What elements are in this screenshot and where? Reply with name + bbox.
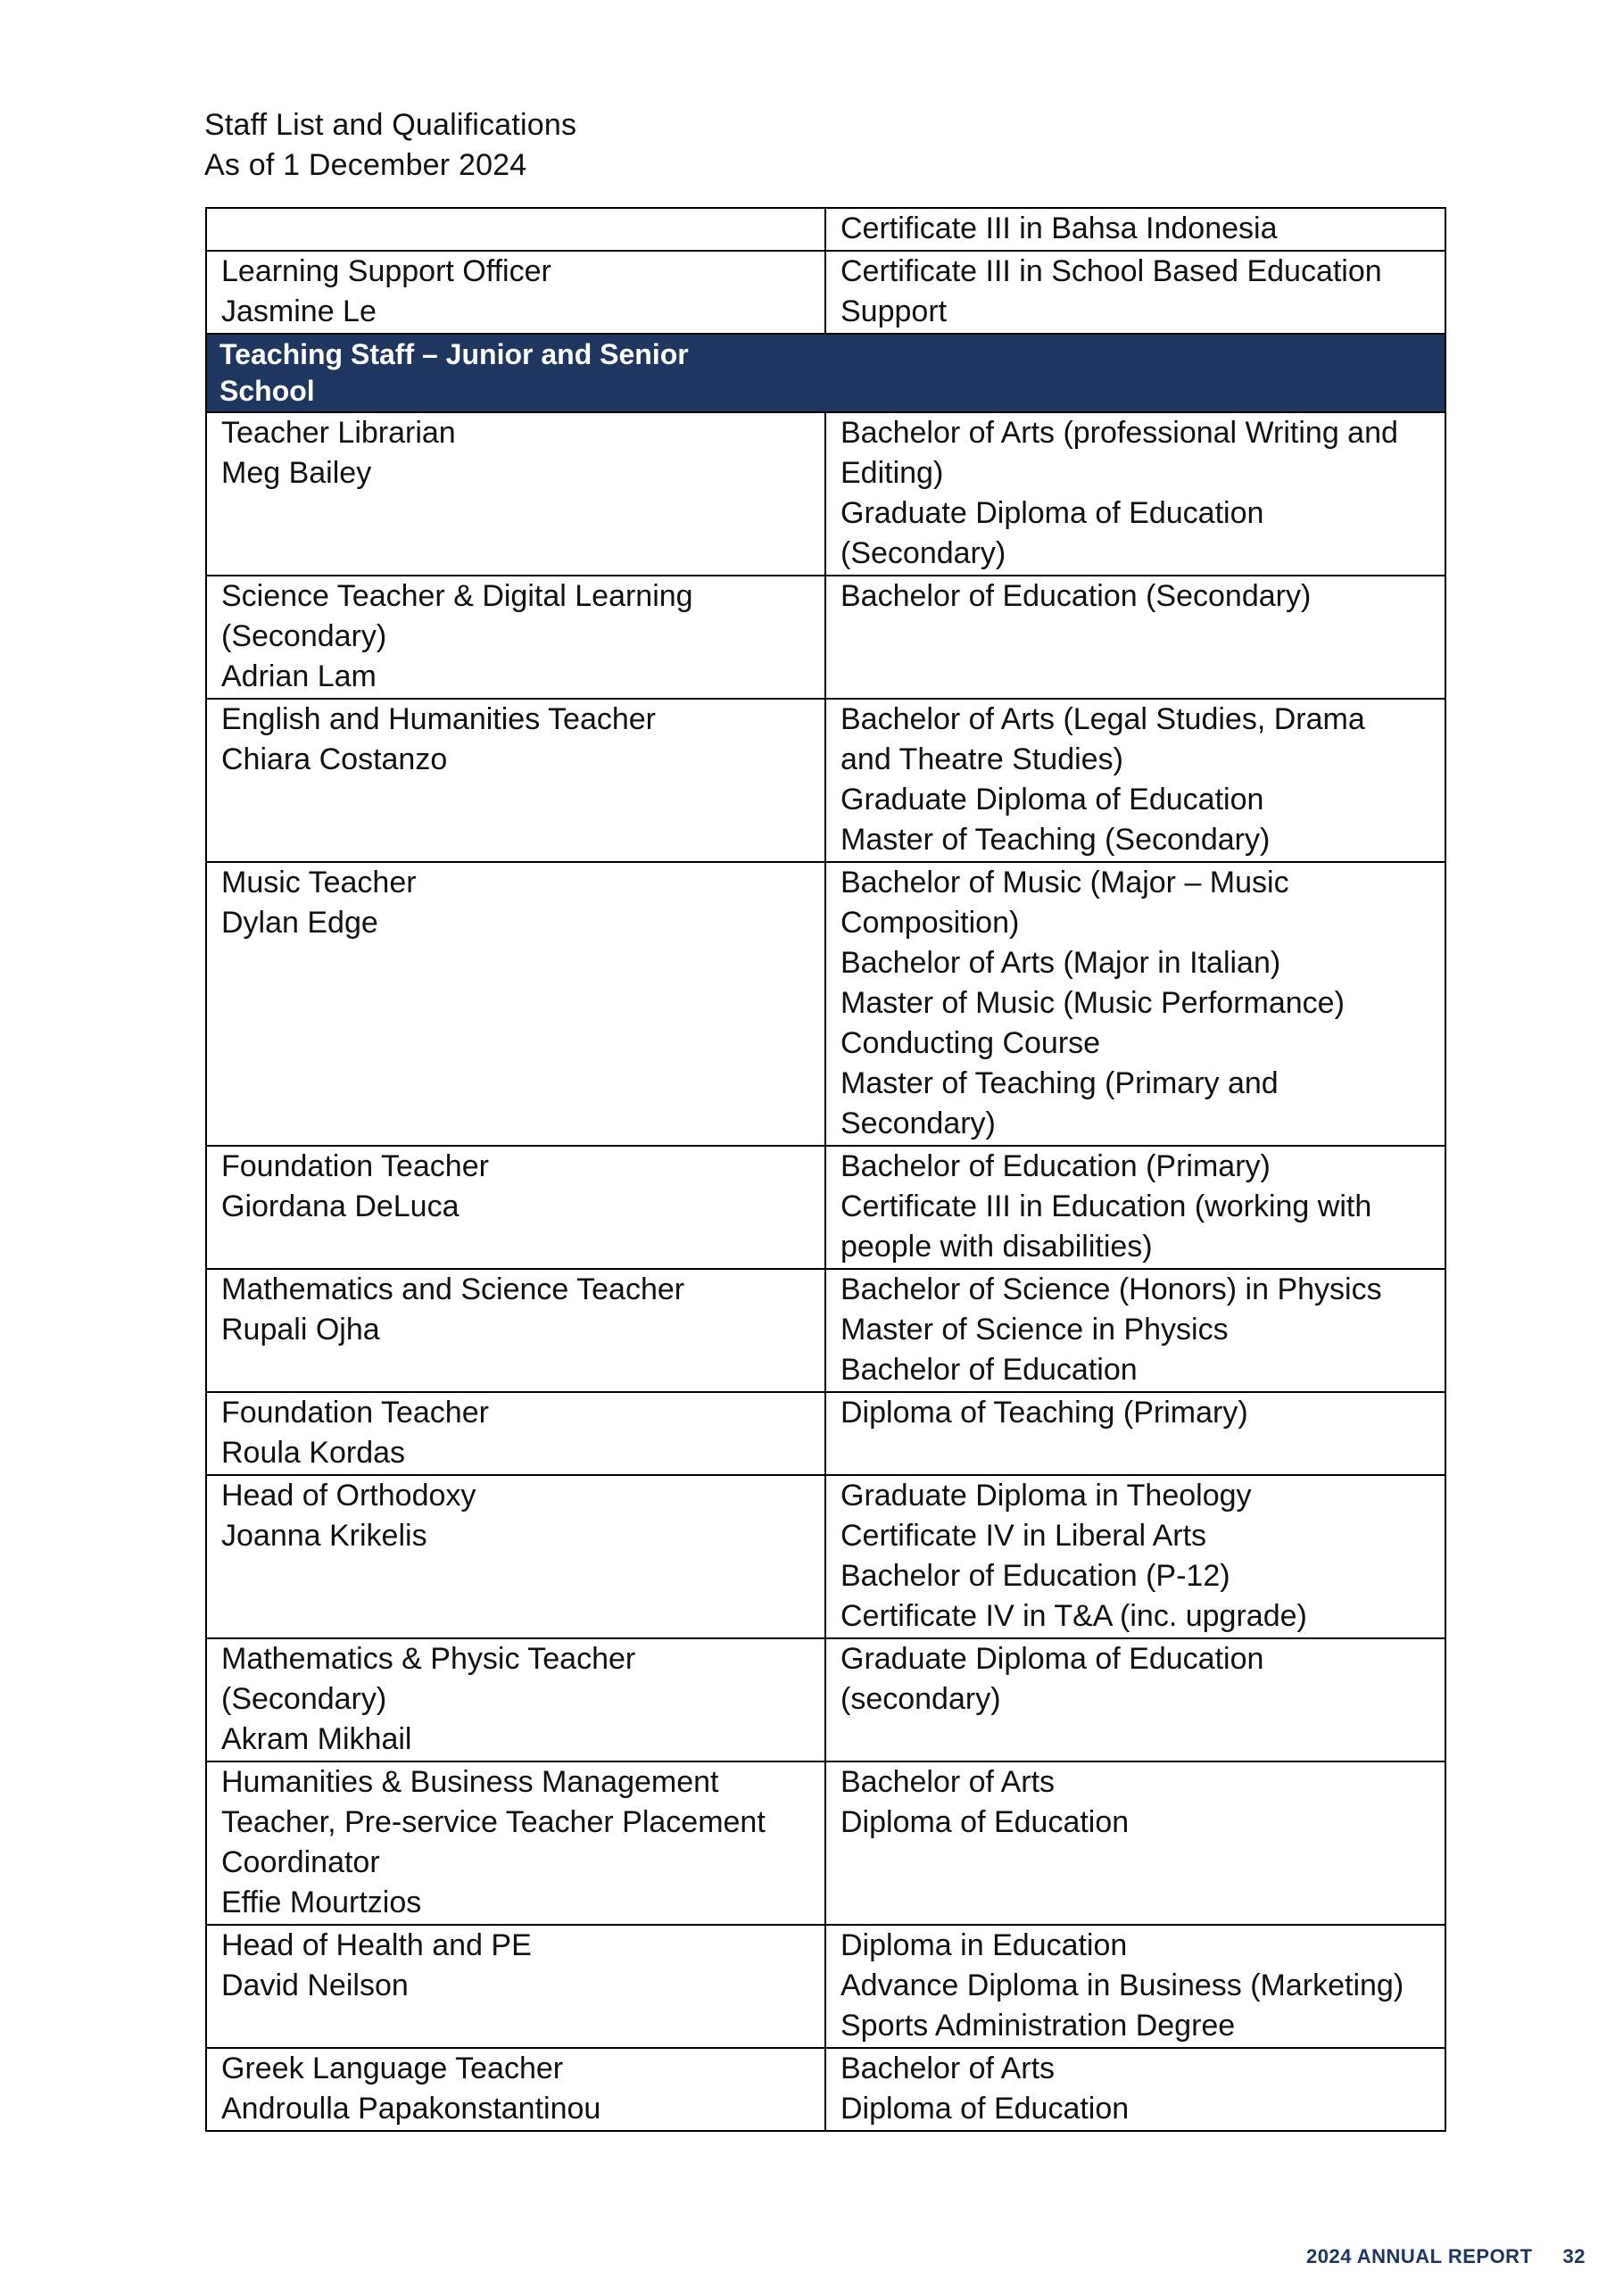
qualification-line: Certificate III in Bahsa Indonesia: [840, 211, 1278, 245]
page-footer: [1306, 2245, 1586, 2268]
qualifications-cell: [825, 1475, 1445, 1638]
qualification-line: Graduate Diploma of Education: [840, 496, 1264, 530]
qualification-line: Bachelor of Education: [840, 1353, 1138, 1387]
annual-report-label: 2024 ANNUAL REPORT: [1306, 2245, 1533, 2267]
qualification-line: Bachelor of Arts (Major in Italian): [840, 946, 1281, 980]
qualification-line: Bachelor of Education (Secondary): [840, 579, 1312, 613]
qualifications-cell: [825, 1392, 1445, 1475]
staff-role-line: Foundation Teacher: [221, 1149, 489, 1183]
staff-role-line: Adrian Lam: [221, 659, 377, 693]
table-row: [206, 1925, 1445, 2048]
qualification-line: Conducting Course: [840, 1026, 1101, 1060]
qualification-line: Bachelor of Music (Major – Music: [840, 866, 1289, 899]
qualifications-cell: [825, 1761, 1445, 1925]
staff-role-line: Head of Health and PE: [221, 1928, 532, 1962]
qualification-line: Advance Diploma in Business (Marketing): [840, 1969, 1404, 2002]
staff-role-line: Jasmine Le: [221, 294, 377, 328]
qualification-line: Master of Science in Physics: [840, 1313, 1229, 1347]
qualification-line: Editing): [840, 456, 944, 490]
qualifications-cell: [825, 576, 1445, 699]
staff-role-cell: [206, 251, 825, 334]
section-header-line: School: [219, 375, 315, 407]
qualification-line: Master of Teaching (Secondary): [840, 823, 1271, 857]
qualification-line: Diploma of Teaching (Primary): [840, 1396, 1248, 1430]
page-subtitle-date: As of 1 December 2024: [204, 148, 527, 182]
staff-role-line: Mathematics and Science Teacher: [221, 1272, 685, 1306]
staff-role-line: English and Humanities Teacher: [221, 702, 656, 736]
table-row: [206, 1761, 1445, 1925]
staff-role-line: (Secondary): [221, 1682, 387, 1716]
qualifications-cell: [825, 699, 1445, 862]
qualification-line: Diploma of Education: [840, 2092, 1130, 2126]
qualifications-cell: [825, 251, 1445, 334]
staff-role-line: Learning Support Officer: [221, 254, 551, 288]
table-row: [206, 1475, 1445, 1638]
staff-role-cell: [206, 862, 825, 1146]
staff-role-line: Teacher Librarian: [221, 416, 456, 450]
staff-role-line: Foundation Teacher: [221, 1396, 489, 1430]
table-row: [206, 1269, 1445, 1392]
qualification-line: Composition): [840, 906, 1020, 940]
staff-role-line: Dylan Edge: [221, 906, 378, 940]
staff-role-cell: [206, 576, 825, 699]
staff-role-cell: [206, 1761, 825, 1925]
qualification-line: Bachelor of Education (P-12): [840, 1559, 1230, 1593]
qualification-line: Secondary): [840, 1107, 996, 1140]
qualifications-cell: [825, 1269, 1445, 1392]
table-row: [206, 2048, 1445, 2131]
qualification-line: Bachelor of Education (Primary): [840, 1149, 1271, 1183]
section-header-line: Teaching Staff – Junior and Senior: [219, 338, 689, 370]
staff-role-line: Science Teacher & Digital Learning: [221, 579, 693, 613]
staff-role-line: Effie Mourtzios: [221, 1886, 422, 1919]
qualification-line: Master of Teaching (Primary and: [840, 1066, 1279, 1100]
table-row: [206, 699, 1445, 862]
qualification-line: Bachelor of Arts: [840, 2051, 1056, 2085]
qualification-line: Graduate Diploma of Education: [840, 783, 1264, 816]
staff-role-cell: [206, 1925, 825, 2048]
staff-role-cell: [206, 412, 825, 576]
staff-role-cell: [206, 1269, 825, 1392]
qualifications-cell: [825, 1146, 1445, 1269]
qualification-line: Certificate III in School Based Education: [840, 254, 1382, 288]
qualification-line: Diploma in Education: [840, 1928, 1128, 1962]
qualifications-cell: [825, 1925, 1445, 2048]
staff-role-line: Head of Orthodoxy: [221, 1479, 476, 1513]
staff-role-cell: [206, 699, 825, 862]
qualification-line: Sports Administration Degree: [840, 2009, 1236, 2043]
section-header-row: [206, 334, 1445, 412]
qualification-line: Diploma of Education: [840, 1805, 1130, 1839]
staff-role-line: Rupali Ojha: [221, 1313, 380, 1347]
qualifications-cell: [825, 1638, 1445, 1761]
staff-role-line: Meg Bailey: [221, 456, 372, 490]
staff-role-cell: [206, 1146, 825, 1269]
qualifications-cell: [825, 862, 1445, 1146]
staff-role-line: Mathematics & Physic Teacher: [221, 1642, 636, 1676]
qualification-line: Certificate IV in T&A (inc. upgrade): [840, 1599, 1307, 1633]
qualification-line: Bachelor of Arts (Legal Studies, Drama: [840, 702, 1365, 736]
qualification-line: Certificate IV in Liberal Arts: [840, 1519, 1207, 1553]
table-row: [206, 412, 1445, 576]
table-row: [206, 1146, 1445, 1269]
qualifications-cell: [825, 412, 1445, 576]
qualification-line: Bachelor of Science (Honors) in Physics: [840, 1272, 1382, 1306]
staff-role-line: Chiara Costanzo: [221, 742, 448, 776]
qualification-line: Bachelor of Arts (professional Writing and: [840, 416, 1398, 450]
qualification-line: Graduate Diploma in Theology: [840, 1479, 1252, 1513]
qualification-line: people with disabilities): [840, 1230, 1153, 1264]
qualification-line: and Theatre Studies): [840, 742, 1123, 776]
staff-role-cell: [206, 1638, 825, 1761]
staff-role-line: Greek Language Teacher: [221, 2051, 564, 2085]
table-row: [206, 1638, 1445, 1761]
qualification-line: (secondary): [840, 1682, 1001, 1716]
staff-role-line: Giordana DeLuca: [221, 1189, 460, 1223]
table-row: [206, 862, 1445, 1146]
section-header-empty-cell: [825, 334, 1445, 412]
staff-role-line: Teacher, Pre-service Teacher Placement: [221, 1805, 766, 1839]
staff-role-line: Roula Kordas: [221, 1436, 406, 1470]
staff-role-cell: [206, 208, 825, 251]
table-row: [206, 251, 1445, 334]
staff-role-line: Akram Mikhail: [221, 1722, 412, 1756]
staff-role-cell: [206, 1392, 825, 1475]
table-row: [206, 1392, 1445, 1475]
page-title-line-1: Staff List and Qualifications: [204, 108, 577, 142]
staff-role-line: (Secondary): [221, 619, 387, 653]
page-title: [204, 105, 1275, 186]
qualification-line: Bachelor of Arts: [840, 1765, 1056, 1799]
staff-role-line: Androulla Papakonstantinou: [221, 2092, 601, 2126]
qualification-line: Master of Music (Music Performance): [840, 986, 1345, 1020]
staff-role-cell: [206, 1475, 825, 1638]
qualifications-cell: [825, 208, 1445, 251]
staff-role-line: Coordinator: [221, 1845, 380, 1879]
staff-role-line: Humanities & Business Management: [221, 1765, 719, 1799]
staff-qualifications-table: [205, 207, 1446, 2132]
staff-role-line: Joanna Krikelis: [221, 1519, 427, 1553]
table-row: [206, 576, 1445, 699]
qualification-line: Graduate Diploma of Education: [840, 1642, 1264, 1676]
staff-role-cell: [206, 2048, 825, 2131]
qualification-line: Certificate III in Education (working with: [840, 1189, 1372, 1223]
page-number: 32: [1562, 2245, 1586, 2267]
staff-role-line: Music Teacher: [221, 866, 417, 899]
qualification-line: (Secondary): [840, 536, 1006, 570]
section-header-label: [206, 334, 825, 412]
qualification-line: Support: [840, 294, 948, 328]
staff-role-line: David Neilson: [221, 1969, 409, 2002]
staff-table-body: [206, 208, 1445, 2131]
qualifications-cell: [825, 2048, 1445, 2131]
table-row: [206, 208, 1445, 251]
